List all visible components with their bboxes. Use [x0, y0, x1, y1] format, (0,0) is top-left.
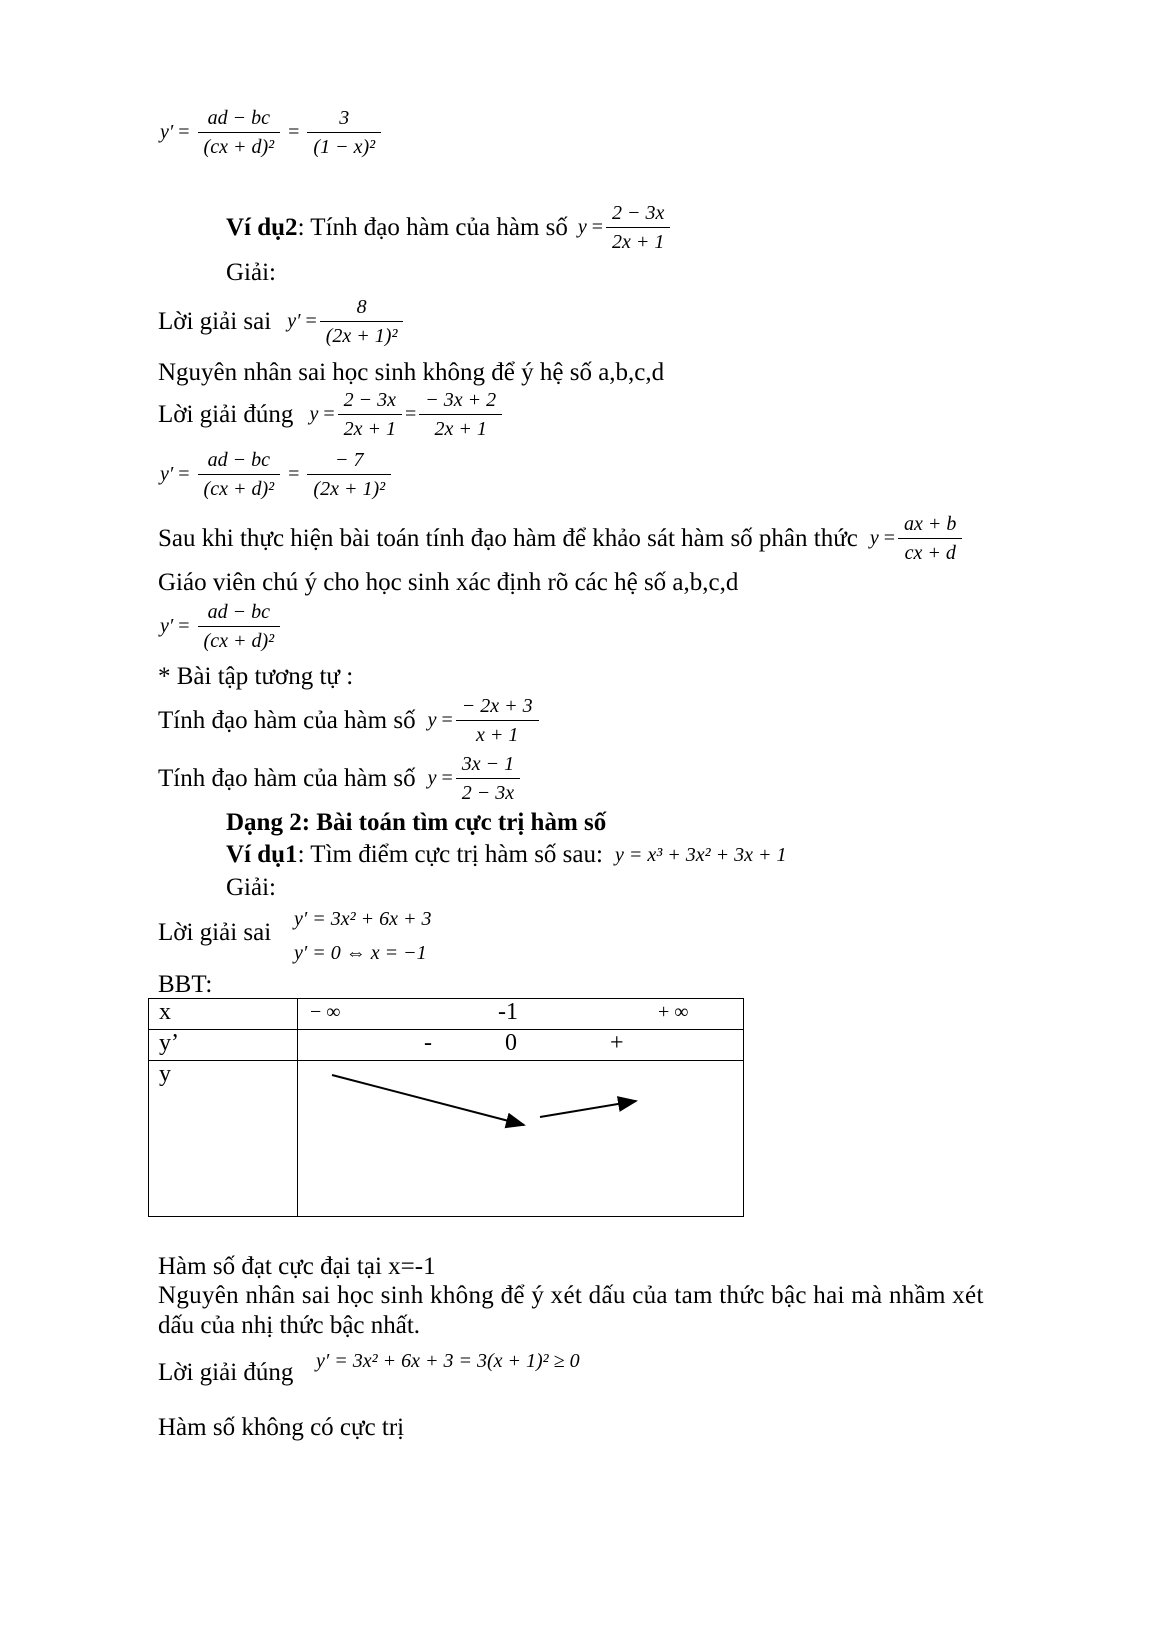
example-1: Ví dụ1 : Tìm điểm cực trị hàm số sau: y = x³ + 3x² + 3x + 1: [226, 841, 787, 868]
similar-exercises-heading: * Bài tập tương tự :: [158, 663, 354, 690]
fraction: $\frac{- 7}{\text{(2x + 1)²}}$: [307, 446, 391, 503]
after-paragraph: Sau khi thực hiện bài toán tính đạo hàm để khảo sát hàm số phân thức y = $\frac{ax + b}{cx + d}$: [158, 510, 965, 567]
decreasing-arrow: [332, 1075, 524, 1125]
fraction: $\frac{ad - bc}{\text{(cx + d)²}}$: [198, 598, 281, 655]
section-heading: Dạng 2: Bài toán tìm cực trị hàm số: [226, 809, 607, 836]
fraction: $\frac{8}{\text{(2x + 1)²}}$: [320, 293, 404, 350]
fraction: $\frac{2 - 3x}{2x + 1}$: [338, 386, 402, 443]
row-x-label: x: [149, 999, 298, 1030]
exercise-a: Tính đạo hàm của hàm số y = $\frac{- 2x + 3}{x + 1}$: [158, 692, 542, 749]
derivative-formula-3: y′ = $\frac{ad - bc}{\text{(cx + d)²}}$: [160, 598, 283, 655]
exercise-b: Tính đạo hàm của hàm số y = $\frac{3x - 1}{2 - 3x}$: [158, 750, 523, 807]
example-2: Ví dụ2 : Tính đạo hàm của hàm số y = $\frac{2 - 3x}{2x + 1}$: [226, 199, 673, 256]
wrong-conclusion: Hàm số đạt cực đại tại x=-1: [158, 1253, 436, 1280]
example-label: Ví dụ2: [226, 213, 298, 241]
right-solution-formula: y′ = 3x² + 6x + 3 = 3(x + 1)² ≥ 0: [316, 1350, 580, 1372]
wrong-step-1: y′ = 3x² + 6x + 3: [294, 908, 432, 930]
wrong-solution-1: Lời giải sai y′ = $\frac{8}{\text{(2x + 1)²}}$: [158, 293, 406, 350]
teacher-note: Giáo viên chú ý cho học sinh xác định rõ các hệ số a,b,c,d: [158, 569, 739, 596]
cause-text-1: Nguyên nhân sai học sinh không để ý hệ số a,b,c,d: [158, 359, 665, 386]
fraction: $\frac{3}{\text{(1 − x)²}}$: [307, 104, 381, 161]
bbt-label: BBT:: [158, 971, 213, 998]
fraction: $\frac{3x - 1}{2 - 3x}$: [456, 750, 520, 807]
row-y-label: y: [149, 1061, 298, 1217]
cause-text-2a: Nguyên nhân sai học sinh không để ý xét dấu của tam thức bậc hai mà nhầm xét: [158, 1282, 984, 1309]
variation-arrows: [298, 1061, 738, 1211]
derivative-formula-2: y′ = $\frac{ad - bc}{\text{(cx + d)²}}$ = $\frac{- 7}{\text{(2x + 1)²}}$: [160, 446, 394, 503]
right-solution-1: Lời giải đúng y = $\frac{2 - 3x}{2x + 1}$ = $\frac{- 3x + 2}{2x + 1}$: [158, 386, 505, 443]
fraction: $\frac{- 3x + 2}{2x + 1}$: [419, 386, 502, 443]
y-prime: y′: [160, 121, 174, 143]
cause-text-2b: dấu của nhị thức bậc nhất.: [158, 1312, 421, 1339]
wrong-step-2: y′ = 0 ⇔ x = −1: [294, 942, 427, 964]
row-y-arrows: [298, 1061, 744, 1217]
fraction: $\frac{ad - bc}{\text{(cx + d)²}}$: [198, 104, 281, 161]
fraction: $\frac{ax + b}{cx + d}$: [898, 510, 962, 567]
fraction: $\frac{- 2x + 3}{x + 1}$: [456, 692, 539, 749]
derivative-formula-1: y′ = $\frac{ad - bc}{\text{(cx + d)²}}$ = $\frac{3}{\text{(1 − x)²}}$: [160, 104, 384, 161]
fraction: $\frac{ad - bc}{\text{(cx + d)²}}$: [198, 446, 281, 503]
right-solution-label: Lời giải đúng: [158, 1359, 294, 1386]
row-x-values: − ∞ -1 + ∞: [298, 999, 744, 1030]
row-yprime-values: - 0 +: [298, 1030, 744, 1061]
variation-table: [148, 998, 744, 1217]
giai-label: Giải:: [226, 259, 276, 286]
increasing-arrow: [540, 1101, 636, 1117]
wrong-solution-label: Lời giải sai: [158, 919, 272, 946]
final-conclusion: Hàm số không có cực trị: [158, 1414, 405, 1441]
giai-label: Giải:: [226, 874, 276, 901]
fraction: $\frac{2 - 3x}{2x + 1}$: [606, 199, 670, 256]
row-yprime-label: y’: [149, 1030, 298, 1061]
